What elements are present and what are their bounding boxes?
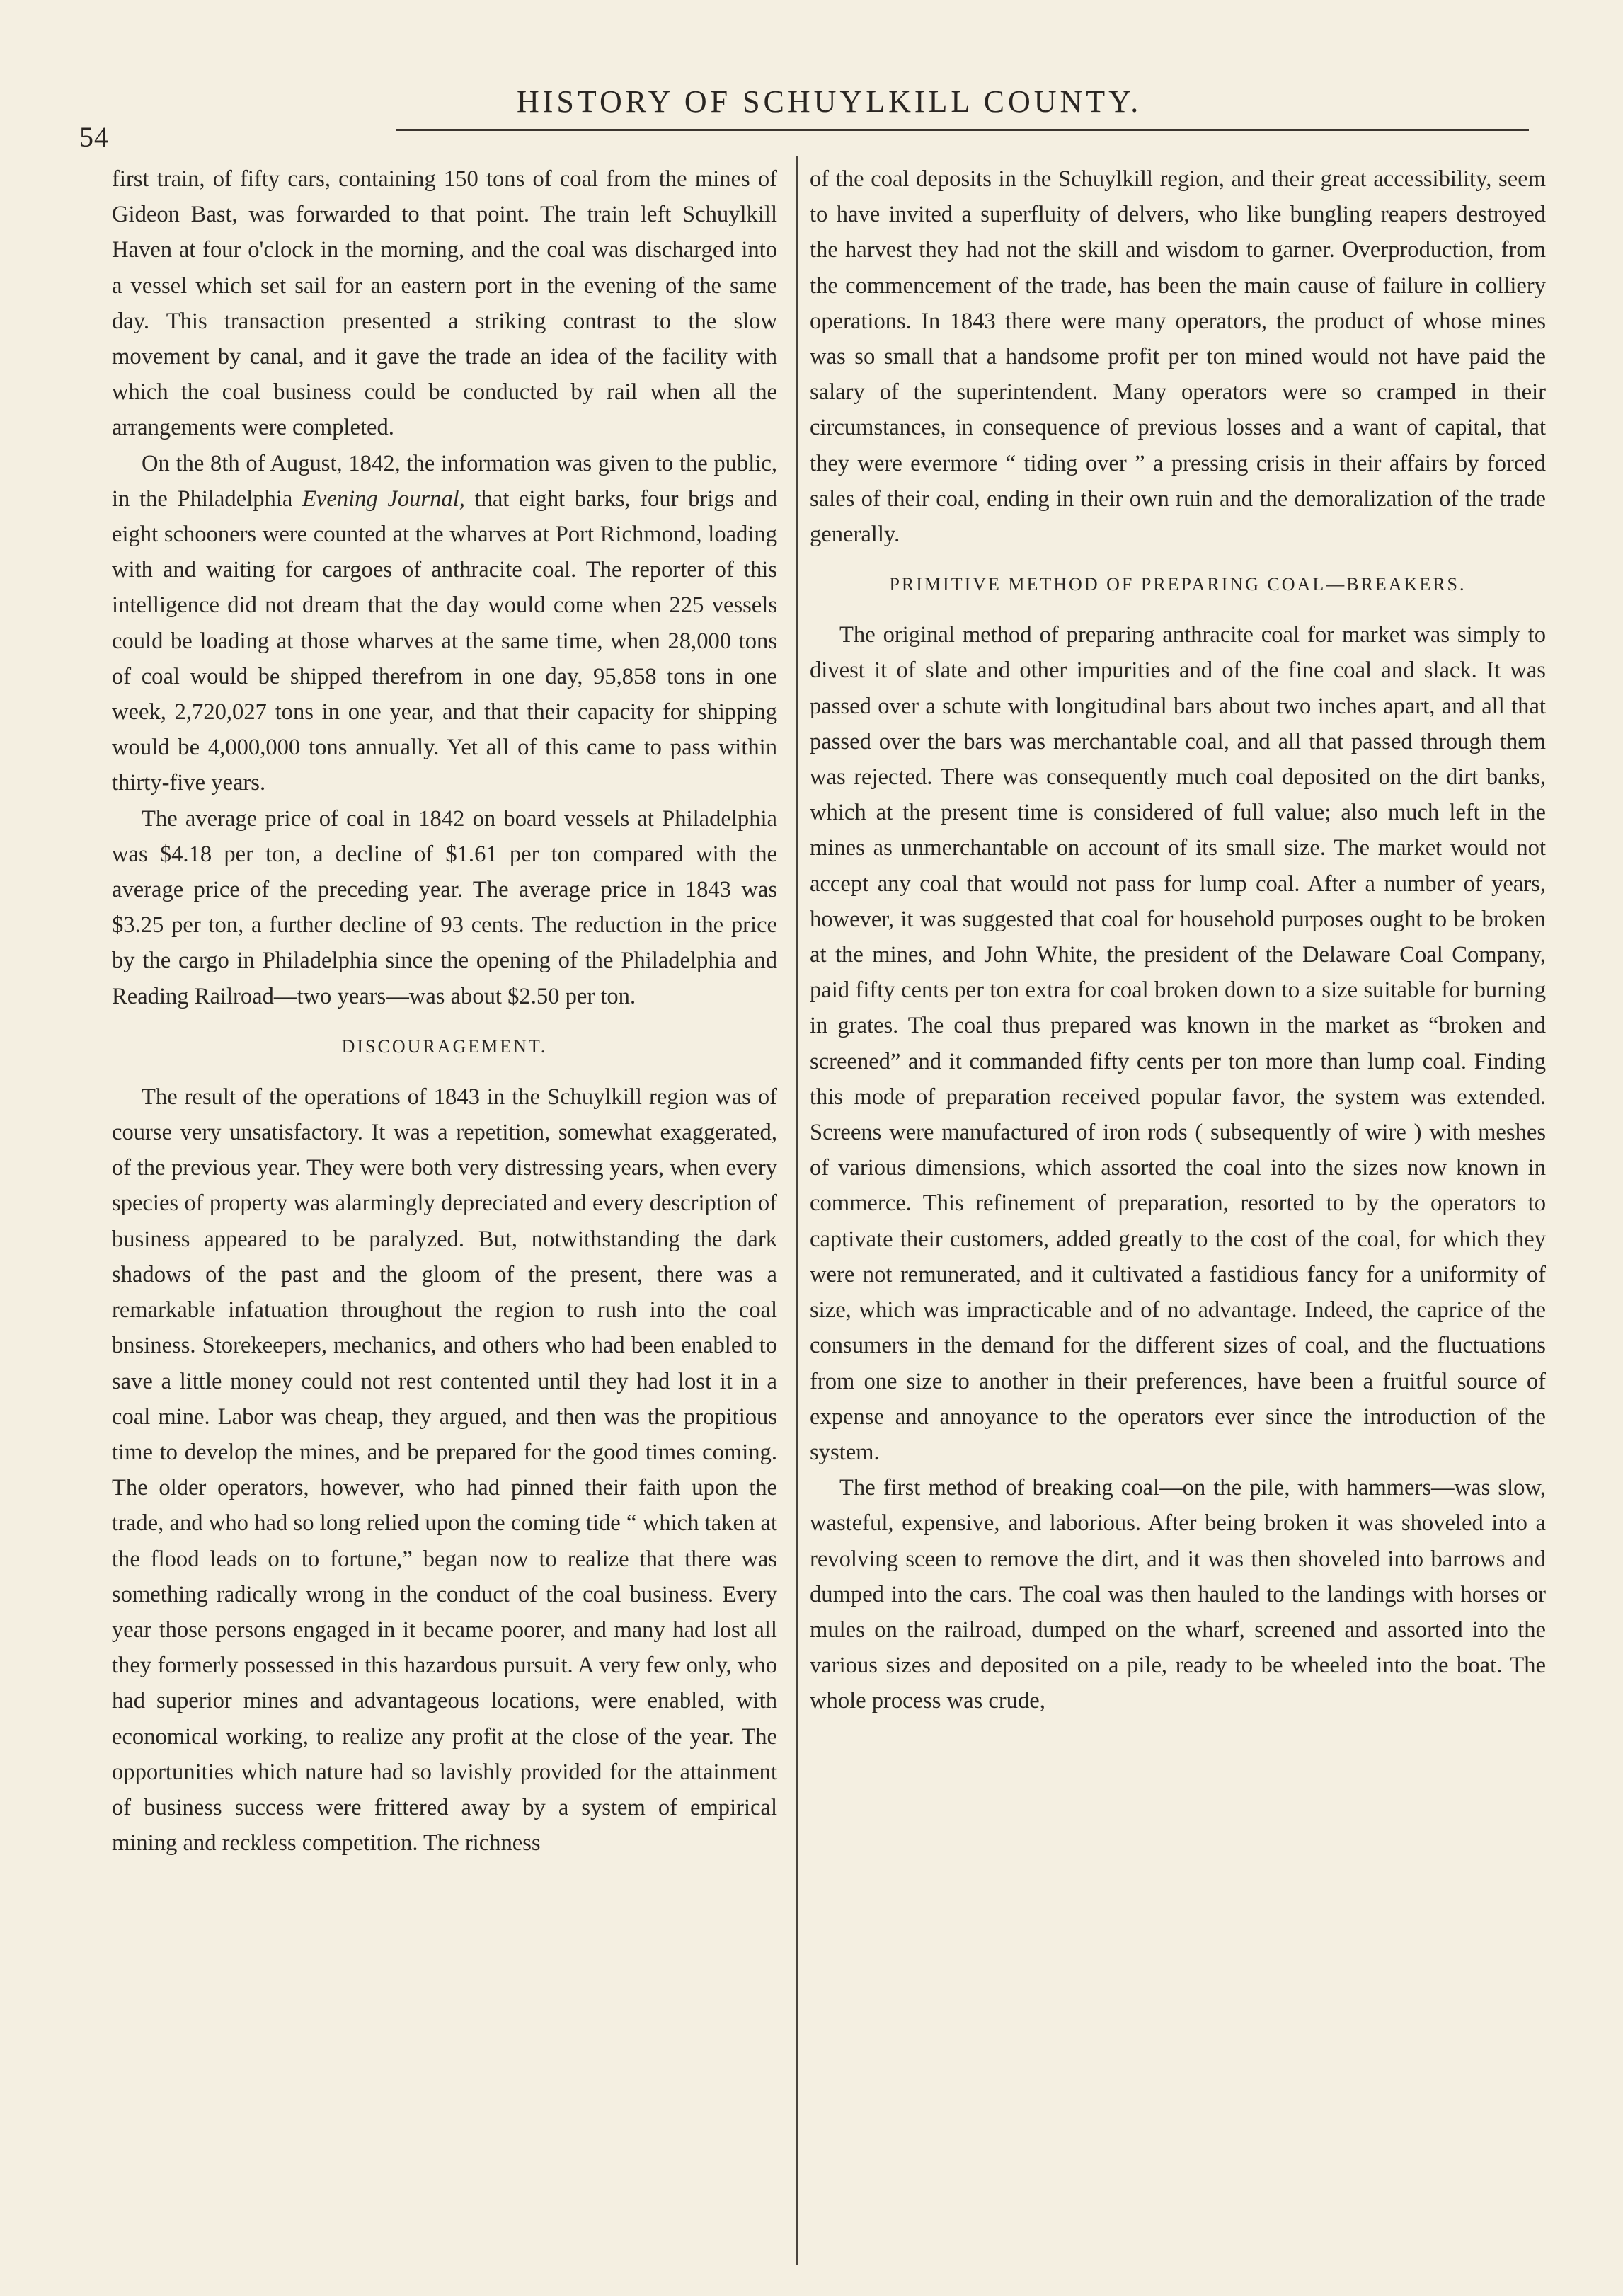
header-rule <box>396 129 1529 131</box>
paragraph-first-breaking-method: The first method of breaking coal—on the pile, with hammers—was slow, wasteful, expensive, and laborious. After being broken it was shoveled into a revolving sceen to remove the dirt, and it was then shoveled into barrows and dumped into the cars. The coal was then hauled to the landings with horses or mules on the railroad, dumped on the wharf, screened and assorted into the various sizes and deposited on a pile, ready to be wheeled into the boat. The whole process was crude, <box>810 1475 1546 1714</box>
right-column <box>810 161 1546 1719</box>
paragraph-first-train: first train, of fifty cars, containing 150 tons of coal from the mines of Gideon Bast, was forwarded to that point. The train left Schuylkill Haven at four o'clock in the morning, and the coal was discharged into a vessel which set sail for an eastern port in the evening of the same day. This transaction presented a striking contrast to the slow movement by canal, and it gave the trade an idea of the facility with which the coal business could be conducted by rail when all the arrangements were completed. <box>112 166 777 441</box>
paragraph-august-1842-start: On the 8th of August, 1842, the information was given to the public, in the Philadelphia <box>112 450 777 512</box>
left-column <box>112 161 777 1861</box>
paragraph-august-1842-end: that eight barks, four brigs and eight schooners were counted at the wharves at Port Richmond, loading with and waiting for cargoes of anthracite coal. The reporter of this intelligence did not dream that the day would come when 225 vessels could be loading at those wharves at the same time, when 28,000 tons of coal would be shipped therefrom in one day, 95,858 tons in one week, 2,720,027 tons in one year, and that their capacity for shipping would be 4,000,000 tons annually. Yet all of this came to pass within thirty-five years. <box>112 486 777 796</box>
newspaper-title: Evening Journal, <box>302 486 465 512</box>
section-heading-breakers: PRIMITIVE METHOD OF PREPARING COAL—BREAKERS. <box>889 574 1467 595</box>
paragraph-original-method: The original method of preparing anthracite coal for market was simply to divest it of slate and other impurities and of the fine coal and slack. It was passed over a schute with longitudinal bars about two inches apart, and all that passed over the bars was merchantable coal, and all that passed through them was rejected. There was consequently much coal deposited on the dirt banks, which at the present time is considered of full value; also much left in the mines as unmerchantable on account of its small size. The market would not accept any coal that would not pass for lump coal. After a number of years, however, it was suggested that coal for household purposes ought to be broken at the mines, and John White, the president of the Delaware Coal Company, paid fifty cents per ton extra for coal broken down to a size suitable for burning in grates. The coal thus prepared was known in the market as “broken and screened” and it commanded fifty cents per ton more than lump coal. Finding this mode of preparation received popular favor, the system was extended. Screens were manufactured of iron rods ( subsequently of wire ) with meshes of various dimensions, which assorted the coal into the sizes now known in commerce. This refinement of preparation, resorted to by the operators to captivate their customers, added greatly to the cost of the coal, for which they were not remunerated, and it cultivated a fastidious fancy for a uniformity of size, which was impracticable and of no advantage. Indeed, the caprice of the consumers in the demand for the different sizes of coal, and the fluctuations from one size to another in their preferences, have been a fruitful source of expense and annoyance to the operators ever since the introduction of the system. <box>810 622 1546 1465</box>
paragraph-august-1842 <box>112 446 777 801</box>
paragraph-coal-deposits: of the coal deposits in the Schuylkill region, and their great accessibility, seem to have invited a superfluity of delvers, who like bungling reapers destroyed the harvest they had not the skill and wisdom to garner. Overproduction, from the commencement of the trade, has been the main cause of failure in colliery operations. In 1843 there were many operators, the product of whose mines was so small that a handsome profit per ton mined would not have paid the salary of the superintendent. Many operators were so cramped in their circumstances, in consequence of previous losses and a want of capital, that they were evermore “ tiding over ” a pressing crisis in their affairs by forced sales of their coal, ending in their own ruin and the demoralization of the trade generally. <box>810 166 1546 548</box>
section-heading-discouragement: DISCOURAGEMENT. <box>341 1035 548 1057</box>
paragraph-average-price: The average price of coal in 1842 on board vessels at Philadelphia was $4.18 per ton, a decline of $1.61 per ton compared with the average price of the preceding year. The average price in 1843 was $3.25 per ton, a further decline of 93 cents. The reduction in the price by the cargo in Philadelphia since the opening of the Philadelphia and Reading Railroad—two years—was about $2.50 per ton. <box>112 805 777 1009</box>
column-divider <box>796 156 798 2265</box>
running-head: HISTORY OF SCHUYLKILL COUNTY. <box>517 84 1142 119</box>
paragraph-result-1843: The result of the operations of 1843 in the Schuylkill region was of course very unsatisfactory. It was a repetition, somewhat exaggerated, of the previous year. They were both very distressing years, when every species of property was alarmingly depreciated and every description of business appeared to be paralyzed. But, notwithstanding the dark shadows of the past and the gloom of the present, there was a remarkable infatuation throughout the region to rush into the coal bnsiness. Storekeepers, mechanics, and others who had been enabled to save a little money could not rest contented until they had lost it in a coal mine. Labor was cheap, they argued, and then was the propitious time to develop the mines, and be prepared for the good times coming. The older operators, however, who had pinned their faith upon the trade, and who had so long relied upon the coming tide “ which taken at the flood leads on to fortune,” began now to realize that there was something radically wrong in the conduct of the coal business. Every year those persons engaged in it became poorer, and many had lost all they formerly possessed in this hazardous pursuit. A very few only, who had superior mines and advantageous locations, were enabled, with economical working, to realize any profit at the close of the year. The opportunities which nature had so lavishly provided for the attainment of business success were frittered away by a system of empirical mining and reckless competition. The richness <box>112 1084 777 1856</box>
page-number: 54 <box>79 121 109 153</box>
